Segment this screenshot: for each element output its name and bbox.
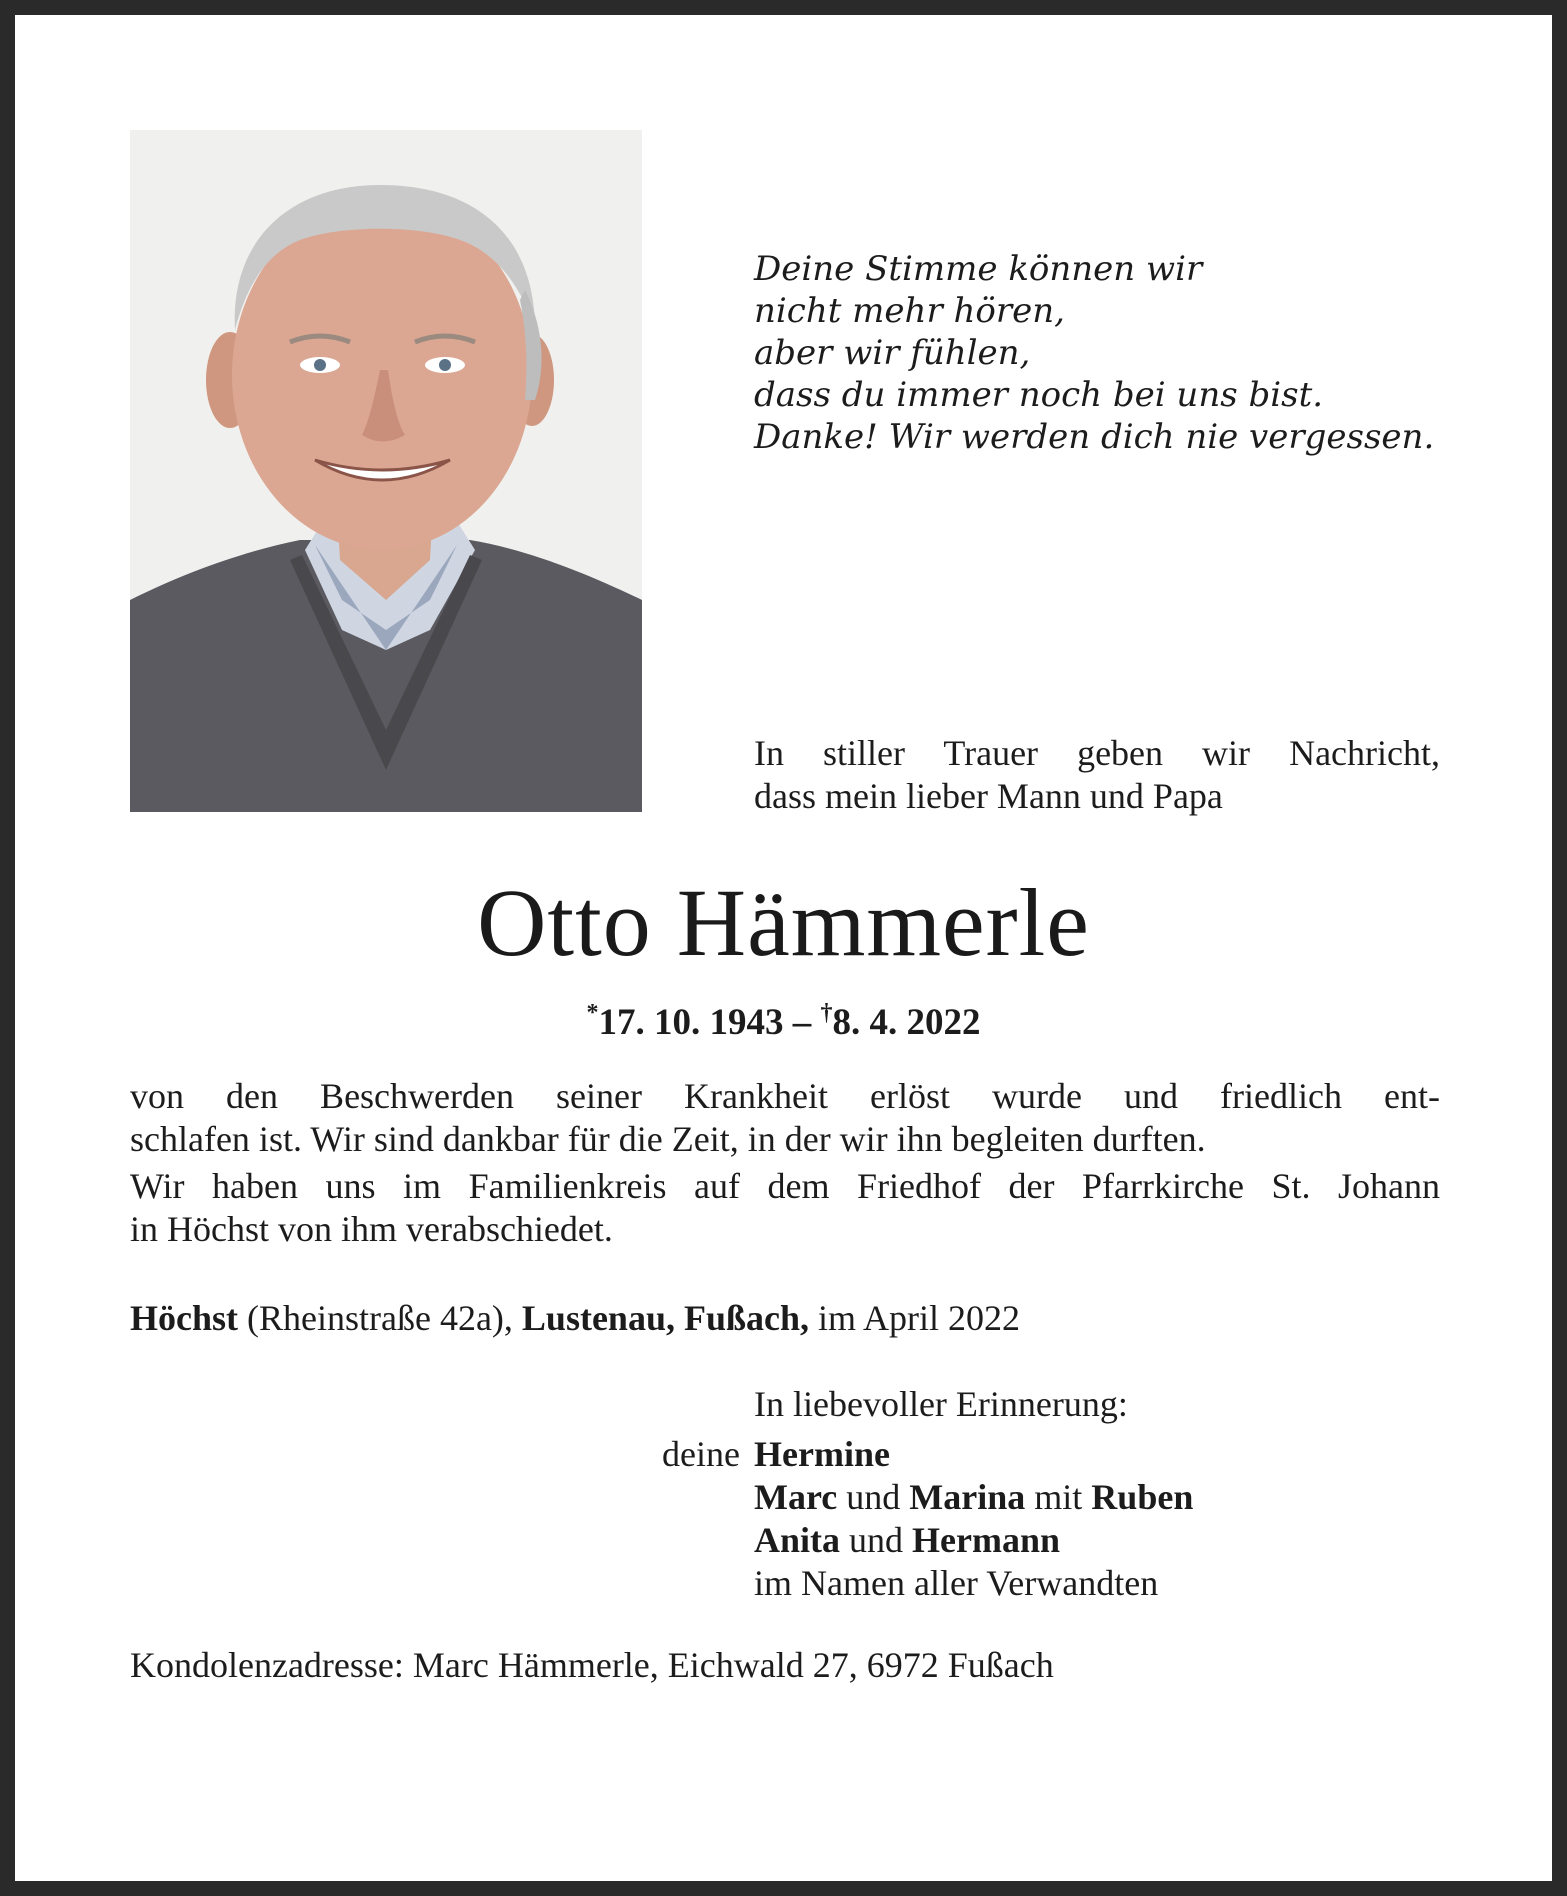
family-name: Anita [754, 1520, 841, 1560]
announcement-body [130, 1075, 1440, 1251]
connector-text: und [840, 1520, 913, 1560]
body-line: Wir haben uns im Familienkreis auf dem Friedhof der Pfarrkirche St. Johann [130, 1166, 1440, 1206]
place-lustenau-fussach: Lustenau, Fußach, [521, 1298, 809, 1338]
intro-line: In stiller Trauer geben wir Nachricht, [754, 733, 1440, 773]
places-and-date [130, 1297, 1440, 1340]
body-line: schlafen ist. Wir sind dankbar für die Zeit, in der wir ihn begleiten durften. [130, 1119, 1206, 1159]
memory-line: In liebevoller Erinnerung: [754, 1384, 1128, 1424]
connector-text: und [837, 1477, 910, 1517]
body-line: von den Beschwerden seiner Krankheit erlöst wurde und friedlich ent- [130, 1076, 1440, 1116]
family-prefix: deine [662, 1434, 740, 1474]
month-year: im April 2022 [809, 1298, 1021, 1338]
family-names [754, 1433, 1193, 1605]
family-name: Marina [909, 1477, 1026, 1517]
poem-line: Deine Stimme können wir [754, 249, 1203, 289]
birth-date: 17. 10. 1943 [598, 1002, 784, 1043]
body-line: in Höchst von ihm verabschiedet. [130, 1209, 613, 1249]
poem-line: nicht mehr hören, [754, 291, 1065, 331]
connector-text: mit [1025, 1477, 1092, 1517]
life-dates [0, 990, 1567, 1046]
family-name: Marc [754, 1477, 838, 1517]
street-address: (Rheinstraße 42a), [238, 1298, 522, 1338]
deceased-name: Otto Hämmerle [477, 869, 1090, 976]
family-line [754, 1519, 1193, 1562]
family-name: Hermann [912, 1520, 1061, 1560]
place-hoechst: Höchst [130, 1298, 238, 1338]
birth-symbol: * [586, 1000, 599, 1026]
body-paragraph [130, 1165, 1440, 1251]
memorial-poem [754, 248, 1474, 458]
poem-line: Danke! Wir werden dich nie vergessen. [754, 417, 1435, 457]
family-name: Hermine [754, 1434, 890, 1474]
family-line: im Namen aller Verwandten [754, 1563, 1159, 1603]
family-line [754, 1433, 1193, 1476]
intro-line: dass mein lieber Mann und Papa [754, 776, 1223, 816]
death-date: 8. 4. 2022 [832, 1002, 981, 1043]
poem-line: aber wir fühlen, [754, 333, 1031, 373]
poem-line: dass du immer noch bei uns bist. [754, 375, 1324, 415]
family-name: Ruben [1091, 1477, 1194, 1517]
portrait-photo [130, 130, 642, 812]
death-symbol: † [820, 1000, 833, 1026]
family-line [754, 1476, 1193, 1519]
announcement-intro [754, 732, 1440, 818]
condolence-address: Kondolenzadresse: Marc Hämmerle, Eichwald 27, 6972 Fußach [130, 1645, 1054, 1685]
body-paragraph [130, 1075, 1440, 1161]
date-separator: – [783, 1002, 821, 1043]
